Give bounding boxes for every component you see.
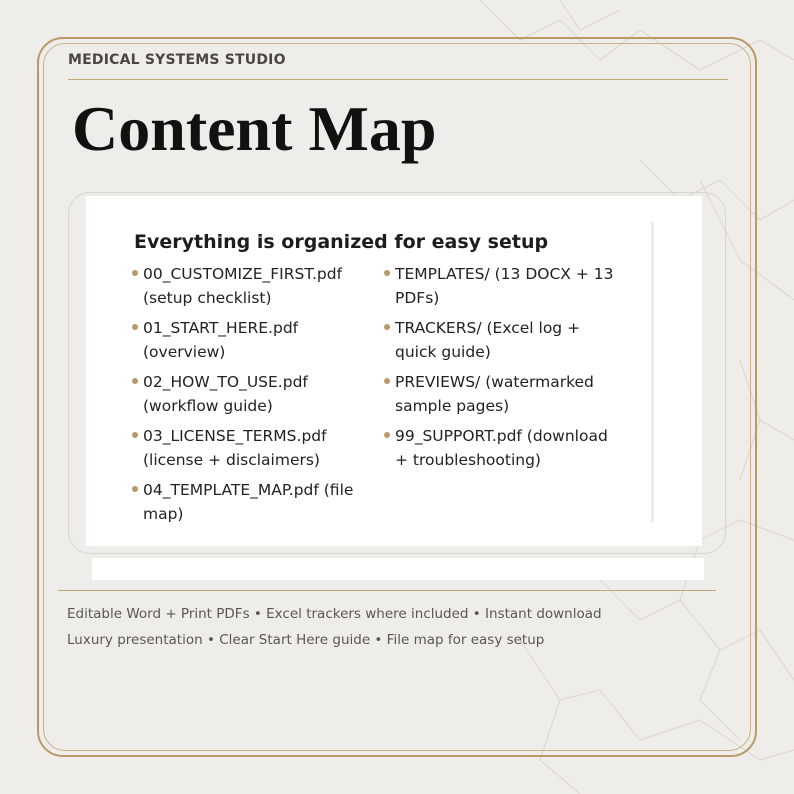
list-item-text: TEMPLATES/ (13 DOCX + 13 PDFs) [395, 265, 614, 307]
bullet-icon [384, 270, 390, 276]
list-item-text: 99_SUPPORT.pdf (download + troubleshooting) [395, 427, 608, 469]
bullet-icon [132, 324, 138, 330]
brand-name: MEDICAL SYSTEMS STUDIO [68, 52, 286, 68]
bullet-icon [132, 432, 138, 438]
file-list-left [132, 262, 373, 532]
list-item [384, 370, 625, 418]
list-item-text: 01_START_HERE.pdf (overview) [143, 319, 299, 361]
card-edge-shade [651, 222, 654, 522]
list-item [384, 316, 625, 364]
list-item [132, 316, 373, 364]
list-item [132, 370, 373, 418]
bullet-icon [384, 378, 390, 384]
footer-features-line-1: Editable Word + Print PDFs • Excel trackers where included • Instant download [67, 606, 602, 622]
list-item-text: 00_CUSTOMIZE_FIRST.pdf (setup checklist) [143, 265, 343, 307]
list-item [384, 424, 625, 472]
bullet-icon [384, 432, 390, 438]
file-list-right [384, 262, 625, 478]
list-item [132, 424, 373, 472]
bullet-icon [132, 486, 138, 492]
header-divider [68, 79, 728, 80]
list-item-text: 03_LICENSE_TERMS.pdf (license + disclaimers) [143, 427, 327, 469]
footer-divider [58, 590, 716, 591]
footer-features-line-2: Luxury presentation • Clear Start Here guide • File map for easy setup [67, 632, 545, 648]
card-bottom-strip [92, 558, 704, 580]
list-item [132, 478, 373, 526]
bullet-icon [132, 270, 138, 276]
list-item-text: TRACKERS/ (Excel log + quick guide) [395, 319, 581, 361]
bullet-icon [384, 324, 390, 330]
list-item-text: PREVIEWS/ (watermarked sample pages) [395, 373, 594, 415]
card-heading: Everything is organized for easy setup [134, 231, 549, 253]
list-item-text: 02_HOW_TO_USE.pdf (workflow guide) [143, 373, 308, 415]
bullet-icon [132, 378, 138, 384]
list-item-text: 04_TEMPLATE_MAP.pdf (file map) [143, 481, 354, 523]
page-title: Content Map [72, 93, 437, 164]
list-item [132, 262, 373, 310]
list-item [384, 262, 625, 310]
